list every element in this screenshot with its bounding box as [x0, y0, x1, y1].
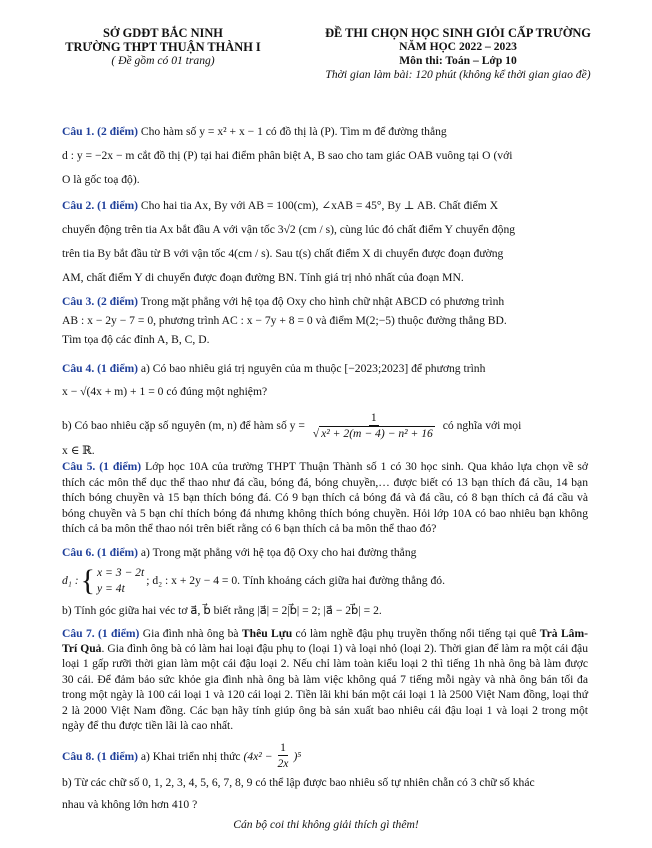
- question-3-label: Câu 3. (2 điểm): [62, 295, 138, 308]
- department-name: SỞ GDĐT BẮC NINH: [103, 26, 223, 40]
- system-brace: {: [80, 563, 95, 597]
- question-4-part-a-line-2: x − √(4x + m) + 1 = 0 có đúng một nghiệm?: [62, 385, 268, 398]
- question-1-line-2: d : y = −2x − m cắt đồ thị (P) tại hai điểm phân biệt A, B sao cho tam giác OAB vuông tại O (với: [62, 149, 513, 162]
- question-8-label: Câu 8. (1 điểm): [62, 749, 138, 763]
- question-4-part-b-tail: có nghĩa với mọi: [442, 419, 522, 433]
- question-3: [62, 292, 588, 349]
- question-6-part-a: a) Trong mặt phẳng với hệ tọa độ Oxy cho hai đường thẳng: [140, 545, 417, 559]
- fraction-numerator: 1: [370, 411, 377, 424]
- line-d1-system: [81, 565, 145, 597]
- question-7-text-3: . Gia đình ông bà có làm hai loại đậu phụ to (loại 1) và loại nhỏ (loại 2). Thời gian để làm ra một cái đậu loại 1 gấp rưỡi thời gian làm một cái đậu loại 2. Nếu chỉ làm toàn kiểu loại 2 thì tiếng 1h nhà ông bà làm được 30 cái. Để đảm bảo sức khỏe gia đình nhà ông bà làm việc không quá 7 tiếng mỗi ngày và nhà ông bán tối đa trong một ngày là 100 cái loại 1 và 120 cái loại 2. Tiền lãi khi bán một cái loại 1 là 2500 Việt Nam đồng, loại thứ 2 là 2000 Việt Nam đồng. Các bạn hãy tính giúp ông bà sản xuất bao nhiêu cái đậu loại 1 và loại 2 trong một ngày để thu được tiền lãi là cao nhất.: [62, 641, 588, 732]
- question-6-lines: [62, 565, 588, 597]
- question-1-line-3: O là gốc toạ độ).: [62, 173, 140, 186]
- question-4-part-b-line-2: x ∈ ℝ.: [62, 444, 95, 457]
- binomial-numerator: 1: [280, 741, 286, 755]
- question-2: [62, 194, 588, 290]
- exam-header: [62, 26, 591, 82]
- school-name: TRƯỜNG THPT THUẬN THÀNH I: [65, 40, 261, 54]
- question-5: [62, 459, 588, 537]
- page-count-note: ( Đề gồm có 01 trang): [111, 54, 215, 67]
- question-7-text-1: Gia đình nhà ông bà: [142, 626, 239, 640]
- binomial-right: )⁵: [293, 749, 302, 763]
- question-2-line-1: Cho hai tia Ax, By với AB = 100(cm), ∠xAB = 45°, By ⊥ AB. Chất điểm X: [140, 199, 499, 212]
- question-4: [62, 357, 588, 459]
- question-8-part-b-line-2: nhau và không lớn hơn 410 ?: [62, 798, 198, 812]
- fraction-denominator: √ x² + 2(m − 4) − n² + 16: [312, 427, 433, 440]
- line-d2: ; d₂ : x + 2y − 4 = 0. Tính khoảng cách giữa hai đường thẳng đó.: [146, 573, 445, 587]
- question-3-line-3: Tìm tọa độ các đỉnh A, B, C, D.: [62, 333, 210, 346]
- family-name: Thêu Lựu: [241, 626, 293, 640]
- question-2-line-2: chuyển động trên tia Ax bắt đầu A với vận tốc 3√2 (cm / s), cùng lúc đó chất điểm Y chuyển động: [62, 223, 516, 236]
- question-8: [62, 741, 588, 816]
- system-row-2: y = 4t: [97, 581, 125, 595]
- question-8-part-a: [62, 741, 588, 772]
- village-name: Trà Lâm- Trí Quả: [62, 626, 588, 655]
- binomial-denominator: 2x: [277, 757, 289, 771]
- question-2-line-3: trên tia By bắt đầu từ B với vận tốc 4(cm / s). Sau t(s) chất điểm X di chuyển được đoạn đường: [62, 247, 504, 260]
- header-left: [48, 26, 278, 82]
- question-7-text-2: có làm nghề đậu phụ truyền thống nổi tiếng tại quê: [295, 626, 537, 640]
- question-1-line-1: Cho hàm số y = x² + x − 1 có đồ thị là (P). Tìm m để đường thẳng: [140, 125, 447, 138]
- question-8-part-b-line-1: b) Từ các chữ số 0, 1, 2, 3, 4, 5, 6, 7, 8, 9 có thể lập được bao nhiêu số tự nhiên chẵn có 3 chữ số khác: [62, 776, 535, 790]
- system-rows: [97, 565, 144, 597]
- question-6-part-b: b) Tính góc giữa hai véc tơ a⃗, b⃗ biết rằng |a⃗| = 2|b⃗| = 2; |a⃗ − 2b⃗| = 2.: [62, 603, 382, 617]
- exam-title: ĐỀ THI CHỌN HỌC SINH GIỎI CẤP TRƯỜNG: [325, 26, 591, 40]
- question-5-text: Lớp học 10A của trường THPT Thuận Thành số 1 có 30 học sinh. Qua khảo lựa chọn về sở thích các môn thể dục thể thao như đá cầu, bóng đá, bóng chuyền,… được biết có 13 bạn thích đá cầu, 14 bạn thích bóng chuyền và 15 bạn thích bóng đá. Có 9 bạn thích cả bóng đá và đá cầu, có 8 bạn thích cả đá cầu và bóng chuyền và 5 bạn chỉ thích bóng đá nhưng không thích bóng chuyền. Hỏi lớp 10A có bao nhiêu bạn không thích cả ba môn thể thao nói trên biết rằng có 6 bạn thích cả ba môn thể thao đó?: [62, 460, 588, 535]
- question-7: [62, 626, 588, 734]
- question-8-part-a-text: a) Khai triển nhị thức: [140, 749, 241, 763]
- system-row-1: x = 3 − 2t: [97, 565, 145, 579]
- question-6: [62, 542, 588, 622]
- question-6-label: Câu 6. (1 điểm): [62, 545, 138, 559]
- binomial-fraction: [275, 741, 290, 772]
- proctor-note: Cán bộ coi thi không giải thích gì thêm!: [233, 818, 419, 831]
- subject: Môn thi: Toán – Lớp 10: [399, 54, 517, 67]
- time-limit: Thời gian làm bài: 120 phút (không kể thời gian giao đề): [325, 68, 591, 81]
- question-1-label: Câu 1. (2 điểm): [62, 125, 138, 138]
- header-right: [308, 26, 608, 82]
- question-4-fraction: [311, 411, 437, 442]
- question-5-label: Câu 5. (1 điểm): [62, 460, 142, 473]
- binomial-left: (4x² −: [243, 749, 273, 763]
- fraction-denominator-radicand: x² + 2(m − 4) − n² + 16: [321, 427, 433, 440]
- question-4-part-a: a) Có bao nhiêu giá trị nguyên của m thuộc [−2023;2023] để phương trình: [140, 362, 486, 375]
- question-3-line-1: Trong mặt phẳng với hệ tọa độ Oxy cho hình chữ nhật ABCD có phương trình: [140, 295, 505, 308]
- question-4-part-b: [62, 411, 588, 442]
- question-1: [62, 120, 588, 192]
- question-4-part-b-text: b) Có bao nhiêu cặp số nguyên (m, n) để hàm số y =: [62, 419, 305, 433]
- question-4-label: Câu 4. (1 điểm): [62, 362, 138, 375]
- question-2-label: Câu 2. (1 điểm): [62, 199, 138, 212]
- school-year: NĂM HỌC 2022 – 2023: [399, 40, 517, 53]
- line-d1-name: d₁ :: [62, 573, 79, 587]
- exam-body: [62, 120, 588, 816]
- question-3-line-2: AB : x − 2y − 7 = 0, phương trình AC : x − 7y + 8 = 0 và điểm M(2;−5) thuộc đường thẳng BD.: [62, 314, 507, 327]
- question-2-line-4: AM, chất điểm Y di chuyển được đoạn đường BN. Tính giá trị nhỏ nhất của đoạn MN.: [62, 271, 464, 284]
- question-7-label: Câu 7. (1 điểm): [62, 626, 140, 640]
